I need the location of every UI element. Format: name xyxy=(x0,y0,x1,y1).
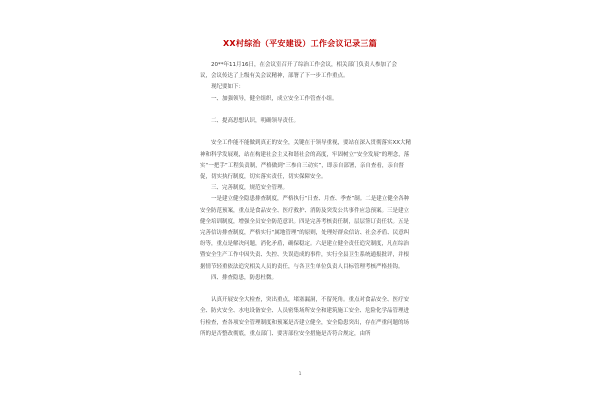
spacer xyxy=(200,127,412,138)
section-heading-3: 三、完善制度，规范安全管理。 xyxy=(211,185,289,192)
paragraph-date: 20**年11月16日，在会议室召开了综治工作会议，相关部门负责人参加了会 xyxy=(211,62,397,68)
paragraph-summary: 现纪要如下： xyxy=(211,84,245,91)
spacer xyxy=(200,284,412,295)
document-title: XX村综治（平安建设）工作会议记录三篇 xyxy=(222,39,378,48)
paragraph-leadership: 安全工作能不能做到真正的安全，关键在于领导重视，要站在深入贯彻落实XX大精神和科学发展观，站在构建社会主义和谐社会的高度，牢固树立“安全发展”的理念，落实“一把手”工程负责制，严格做到“三参自三动实”，即亲自部署，亲自查看，亲自督促，切实执行制度，切实落实责任，切实保障安全。 xyxy=(200,140,412,180)
section-heading-1: 一、加强领导，健全组织，成立安全工作管查小组。 xyxy=(211,95,338,102)
page-number: 1 xyxy=(298,372,302,377)
section-heading-2: 二、提高思想认识，明确领导责任。 xyxy=(211,118,300,124)
paragraph-date-cont: 议，会议传达了上级有关会议精神，部署了下一步工作重点。 xyxy=(200,73,349,80)
paragraph-inspection: 认真开展安全大检查，突出重点，堵塞漏洞，不留死角。重点对食品安全、医疗安全、防火安全、水电设备安全、人员密集场所安全和建筑施工安全、危险化学品管理进行检查，查各项安全管理制度和预案是否建立健全，安全隐患突出，存在严重问题的场所的是否整改彻底，重点部门、要害部位安全措施是否符合规定，由所 xyxy=(200,297,410,337)
document-body xyxy=(200,60,412,340)
spacer xyxy=(200,105,412,116)
paragraph-systems: 一是建立健全隐患排查制度，严格执行“日查、月查、季查”制。二是建立健全各种安全防范预案，重点是食品安全、医疗救护、消防及突发公共事件应急预案。三是建立健全培训制度，增强全员安全防范意识。四是完善考核责任制，层层签订责任状。五是完善信访排查制度，严格实行“属地管理”的原则，处理好群众信访、社会矛盾、民意纠纷等，重点是解决问题，消化矛盾，确保稳定。六是建立健全责任追究制度，凡在综治暨安全生产工作中因失责、失控、失误造成的事件，实行全县卫生系统通报批评，并根据情节轻重依法追究相关人员的责任，与各卫生单位负责人目标管理考核严格挂钩。 xyxy=(200,196,410,270)
section-heading-4: 四、排查隐患，防患杜微。 xyxy=(211,274,278,281)
